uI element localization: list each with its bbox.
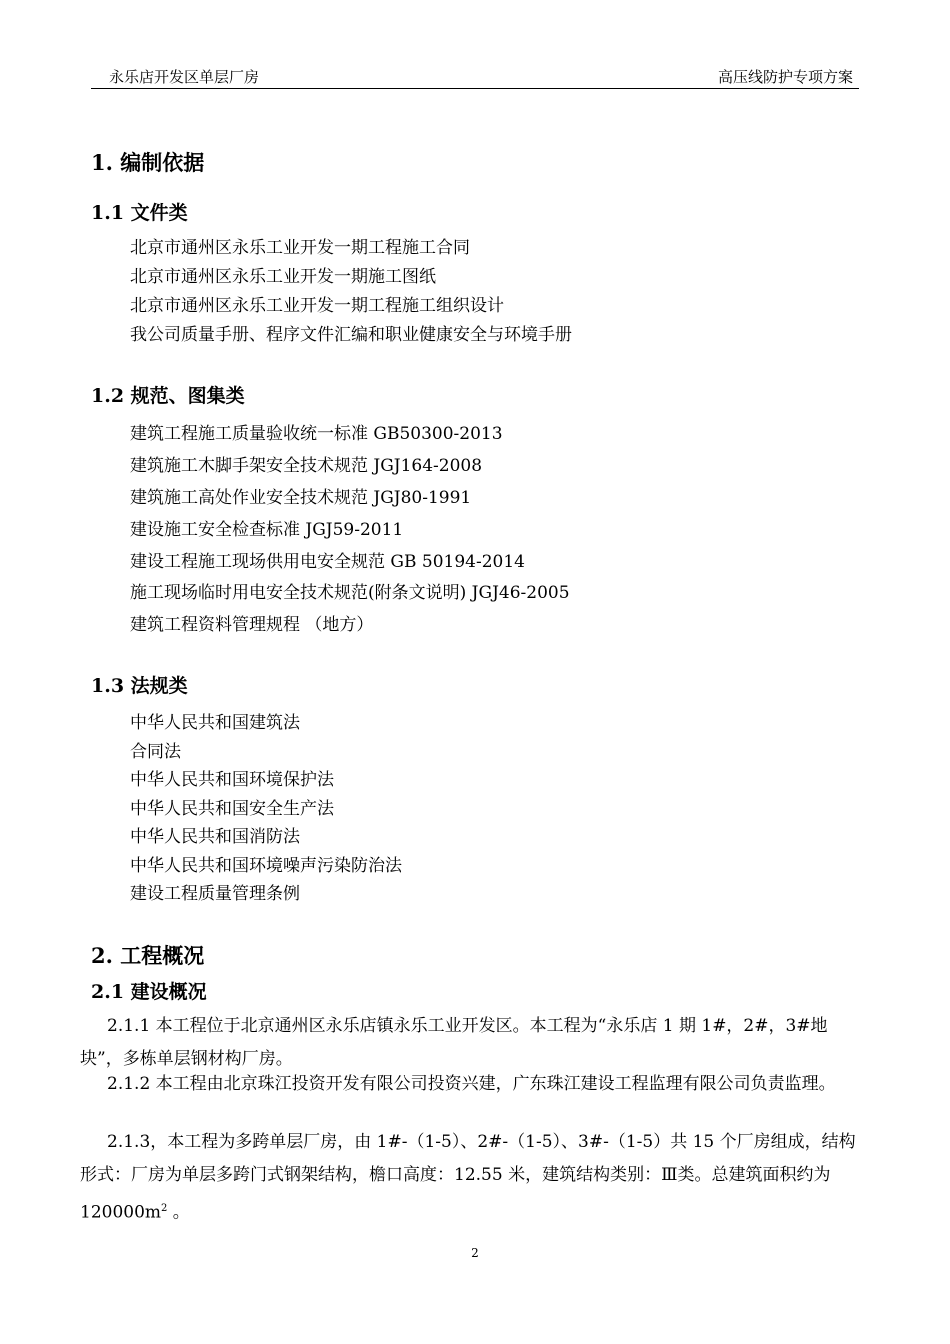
list-item: 中华人民共和国安全生产法 <box>130 799 334 819</box>
section-2-heading: 2. 工程概况 <box>91 943 205 968</box>
list-item: 北京市通州区永乐工业开发一期工程施工组织设计 <box>130 296 504 316</box>
header-document-title: 高压线防护专项方案 <box>717 68 853 86</box>
page-number: 2 <box>471 1246 479 1260</box>
list-item: 施工现场临时用电安全技术规范(附条文说明) JGJ46-2005 <box>130 583 570 603</box>
paragraph-2-1-3-end: 。 <box>167 1202 190 1223</box>
paragraph-2-1-2: 2.1.2 本工程由北京珠江投资开发有限公司投资兴建，广东珠江建设工程监理有限公司负责监理。 <box>107 1074 836 1094</box>
section-1-heading: 1. 编制依据 <box>91 150 205 175</box>
list-item: 中华人民共和国消防法 <box>130 827 300 847</box>
list-item: 我公司质量手册、程序文件汇编和职业健康安全与环境手册 <box>130 325 572 345</box>
paragraph-2-1-3-text: 2.1.3，本工程为多跨单层厂房，由 1#-（1-5）、2#-（1-5）、3#-（1-5）共 15 个厂房组成，结构形式：厂房为单层多跨门式钢架结构，檐口高度：12.55 米，建筑结构类别：Ⅲ类。总建筑面积约为 120000m <box>80 1132 856 1223</box>
list-item: 北京市通州区永乐工业开发一期施工图纸 <box>130 267 436 287</box>
section-1-1-heading: 1.1 文件类 <box>91 202 188 224</box>
list-item: 建筑施工木脚手架安全技术规范 JGJ164-2008 <box>130 456 483 476</box>
list-item: 建设工程施工现场供用电安全规范 GB 50194-2014 <box>130 552 525 572</box>
header-project-name: 永乐店开发区单层厂房 <box>109 68 260 86</box>
list-item: 建筑工程施工质量验收统一标准 GB50300-2013 <box>130 424 503 444</box>
section-2-1-heading: 2.1 建设概况 <box>91 981 207 1003</box>
list-item: 建设施工安全检查标准 JGJ59-2011 <box>130 520 404 540</box>
list-item: 中华人民共和国环境噪声污染防治法 <box>130 856 402 876</box>
list-item: 中华人民共和国环境保护法 <box>130 770 334 790</box>
list-item: 建筑施工高处作业安全技术规范 JGJ80-1991 <box>130 488 472 508</box>
section-1-2-heading: 1.2 规范、图集类 <box>91 385 245 407</box>
paragraph-2-1-3 <box>80 1126 859 1230</box>
area-unit-superscript: 2 <box>161 1203 168 1214</box>
list-item: 北京市通州区永乐工业开发一期工程施工合同 <box>130 238 470 258</box>
page-header <box>91 66 859 89</box>
list-item: 中华人民共和国建筑法 <box>130 713 300 733</box>
list-item: 建设工程质量管理条例 <box>130 884 300 904</box>
list-item: 合同法 <box>130 742 181 762</box>
paragraph-2-1-1: 2.1.1 本工程位于北京通州区永乐店镇永乐工业开发区。本工程为“永乐店 1 期 1#，2#，3#地块”，多栋单层钢材构厂房。 <box>80 1016 828 1069</box>
section-1-3-heading: 1.3 法规类 <box>91 675 188 697</box>
list-item: 建筑工程资料管理规程 （地方） <box>130 615 374 635</box>
